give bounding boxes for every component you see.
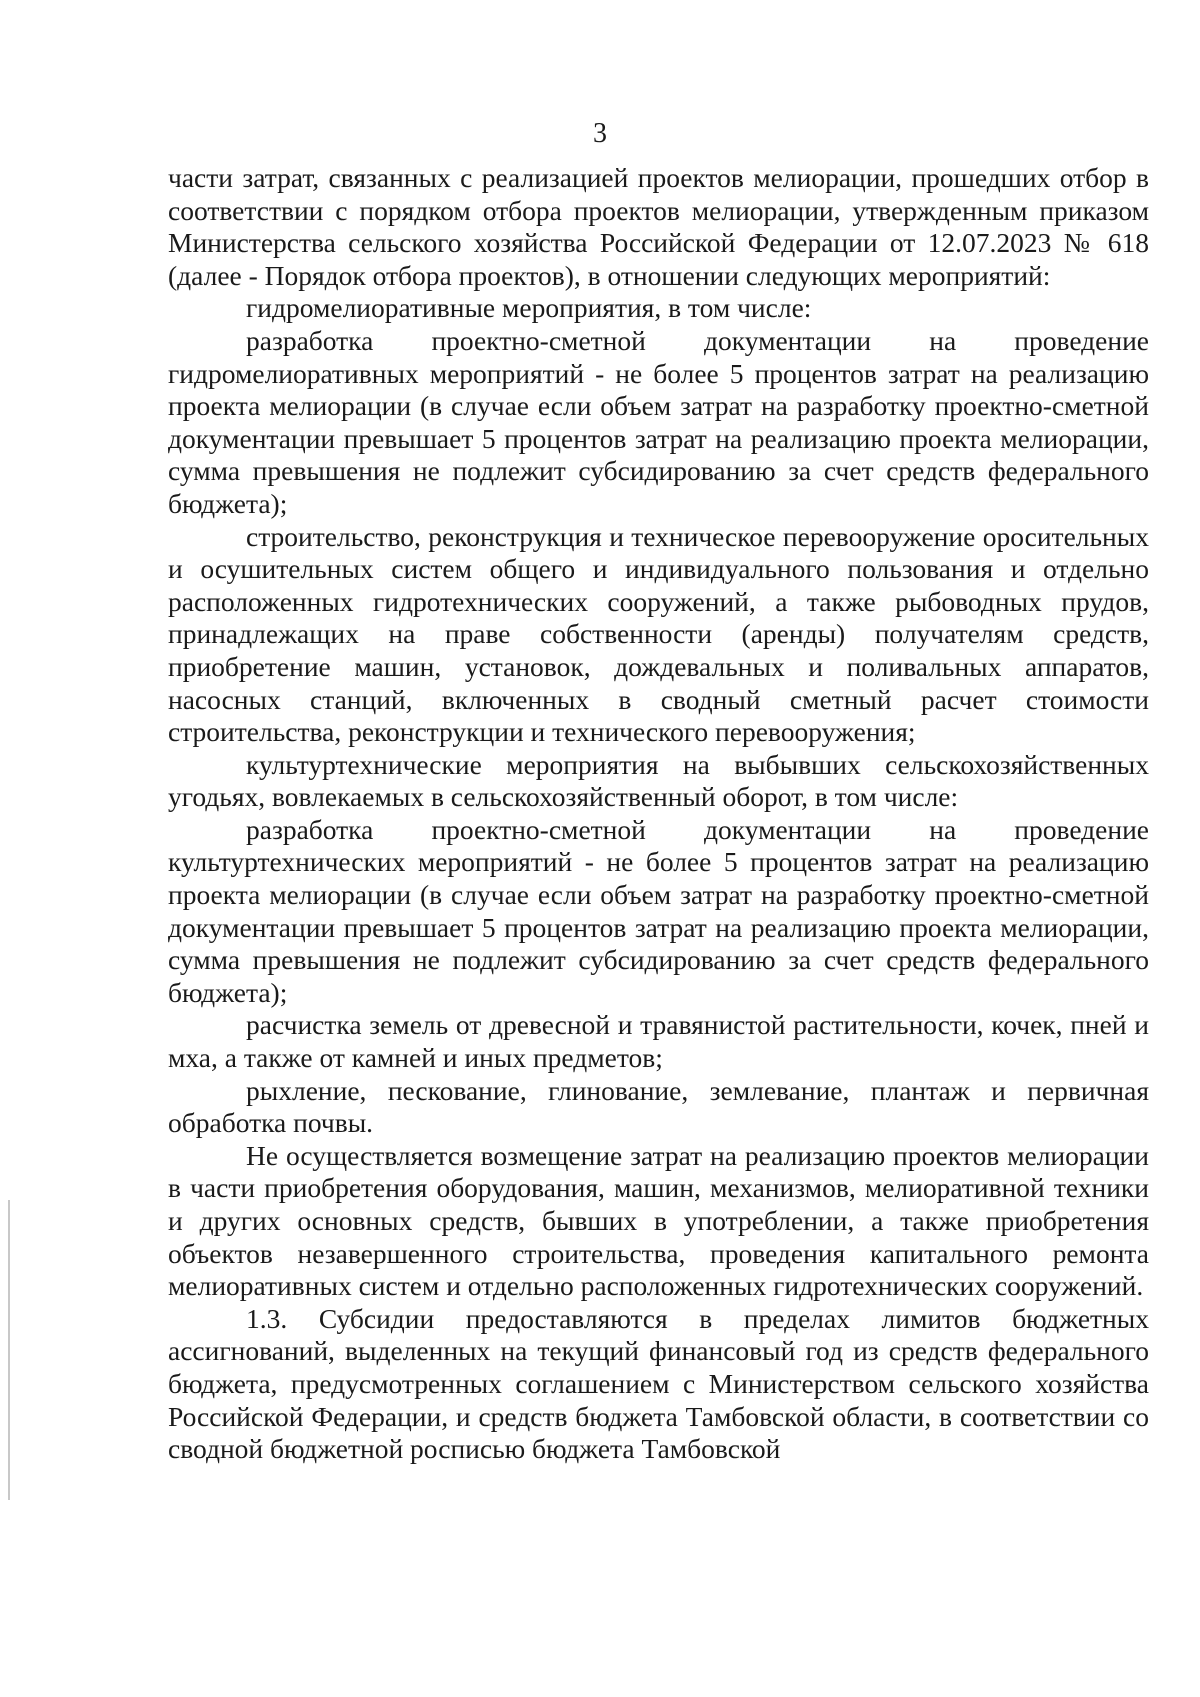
paragraph-land-clearing: расчистка земель от древесной и травянистой растительности, кочек, пней и мха, а также от камней и иных предметов; (168, 1009, 1149, 1074)
paragraph-hydro-heading: гидромелиоративные мероприятия, в том числе: (246, 292, 812, 324)
scan-edge-mark (8, 1200, 10, 1500)
paragraph-cultural-heading: культуртехнические мероприятия на выбывших сельскохозяйственных угодьях, вовлекаемых в сельскохозяйственный оборот, в том числе: (168, 748, 1149, 813)
paragraph-soil-treatment: рыхление, пескование, глинование, землевание, плантаж и первичная обработка почвы. (168, 1074, 1149, 1139)
paragraph-intro: части затрат, связанных с реализацией проектов мелиорации, прошедших отбор в соответствии с порядком отбора проектов мелиорации, утвержденным приказом Министерства сельского хозяйства Российской Федерации от 12.07.2023 № 618 (далее - Порядок отбора проектов), в отношении следующих мероприятий: (168, 162, 1149, 291)
paragraph-exclusions: Не осуществляется возмещение затрат на реализацию проектов мелиорации в части приобретения оборудования, машин, механизмов, мелиоративной техники и других основных средств, бывших в употреблении, а также приобретения объектов незавершенного строительства, проведения капитального ремонта мелиоративных систем и отдельно расположенных гидротехнических сооружений. (168, 1139, 1149, 1302)
paragraph-hydro-construction: строительство, реконструкция и техническое перевооружение оросительных и осушительных систем общего и индивидуального пользования и отдельно расположенных гидротехнических сооружений, а также рыбоводных прудов, принадлежащих на праве собственности (аренды) получателям средств, приобретение машин, установок, дождевальных и поливальных аппаратов, насосных станций, включенных в сводный сметный расчет стоимости строительства, реконструкции и технического перевооружения; (168, 520, 1149, 748)
paragraph-hydro-design: разработка проектно-сметной документации на проведение гидромелиоративных мероприятий - не более 5 процентов затрат на реализацию проекта мелиорации (в случае если объем затрат на разработку проектно-сметной документации превышает 5 процентов затрат на реализацию проекта мелиорации, сумма превышения не подлежит субсидированию за счет средств федерального бюджета); (168, 324, 1149, 519)
paragraph-cultural-design: разработка проектно-сметной документации на проведение культуртехнических мероприятий - не более 5 процентов затрат на реализацию проекта мелиорации (в случае если объем затрат на разработку проектно-сметной документации превышает 5 процентов затрат на реализацию проекта мелиорации, сумма превышения не подлежит субсидированию за счет средств федерального бюджета); (168, 813, 1149, 1008)
document-body (168, 162, 1149, 1466)
paragraph-section-1-3: 1.3. Субсидии предоставляются в пределах лимитов бюджетных ассигнований, выделенных на текущий финансовый год из средств федерального бюджета, предусмотренных соглашением с Министерством сельского хозяйства Российской Федерации, и средств бюджета Тамбовской области, в соответствии со сводной бюджетной росписью бюджета Тамбовской (168, 1302, 1149, 1465)
page-number: 3 (593, 118, 607, 149)
